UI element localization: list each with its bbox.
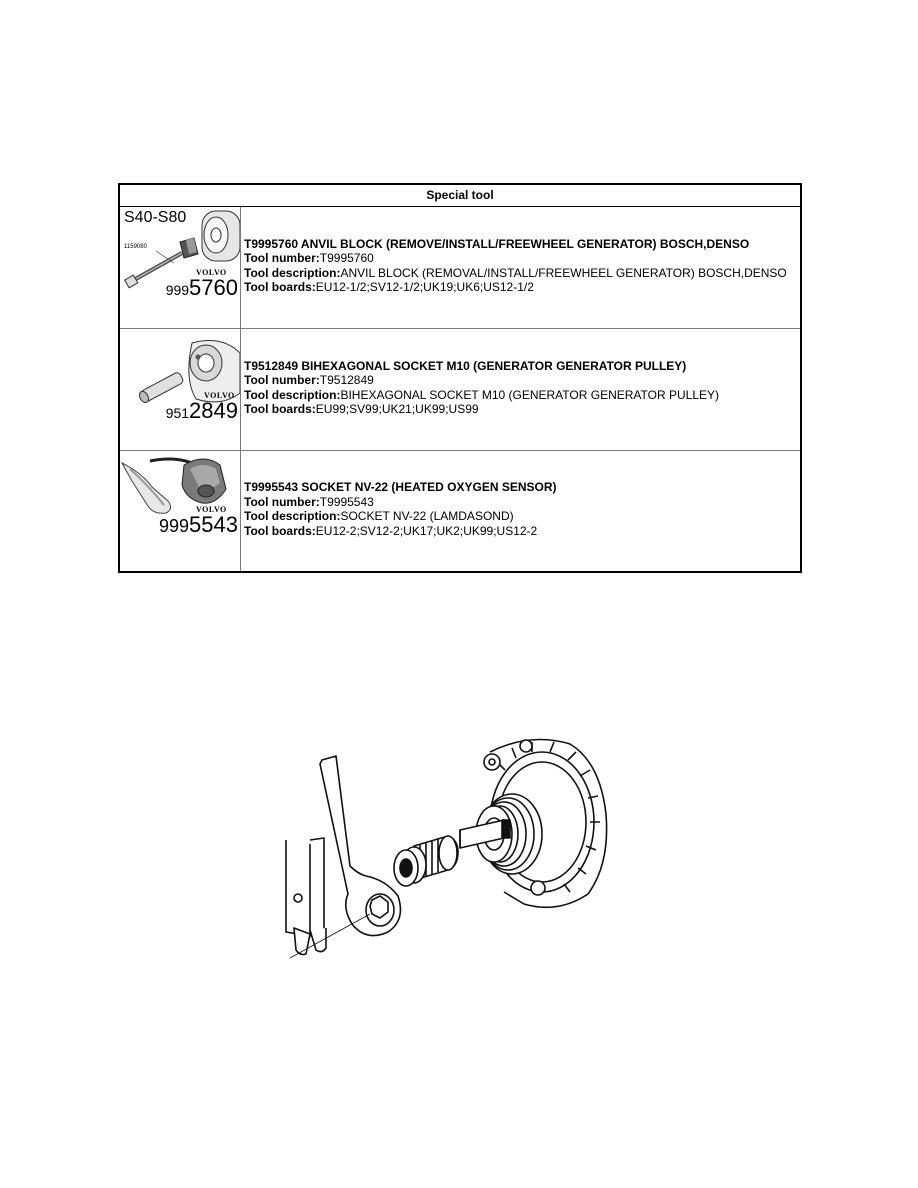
table-header: Special tool: [120, 185, 800, 207]
bihexagonal-socket-drawing: [120, 329, 240, 449]
tool-description-line: Tool description:ANVIL BLOCK (REMOVAL/INSTALL/FREEWHEEL GENERATOR) BOSCH,DENSO: [244, 265, 787, 280]
tool-image-anvil-block: [120, 207, 241, 328]
anvil-block-drawing: [120, 207, 240, 327]
tool-image-bihexagonal-socket: [120, 329, 241, 450]
tool-details: [241, 329, 719, 450]
tool-title: T9995543 SOCKET NV-22 (HEATED OXYGEN SENSOR): [244, 480, 557, 494]
volvo-logo: VOLVO: [196, 505, 227, 514]
tool-image-socket-nv22: [120, 451, 241, 571]
tool-title: T9512849 BIHEXAGONAL SOCKET M10 (GENERATOR GENERATOR PULLEY): [244, 358, 687, 373]
volvo-logo: VOLVO: [196, 268, 227, 277]
tool-row: [120, 207, 800, 329]
tool-details: [241, 207, 787, 328]
volvo-logo: VOLVO: [204, 391, 235, 400]
tool-number-line: Tool number:T9995543: [244, 494, 374, 509]
generator-pulley-illustration: [280, 722, 610, 962]
tool-boards-line: Tool boards:EU99;SV99;UK21;UK99;US99: [244, 402, 479, 416]
tool-title: T9995760 ANVIL BLOCK (REMOVE/INSTALL/FREEWHEEL GENERATOR) BOSCH,DENSO: [244, 236, 750, 251]
tool-number-line: Tool number:T9512849: [244, 373, 374, 387]
tool-row: [120, 451, 800, 571]
small-part-number: 1159080: [124, 244, 147, 250]
tool-boards-line: Tool boards:EU12-1/2;SV12-1/2;UK19;UK6;US12-1/2: [244, 280, 534, 294]
tool-boards-line: Tool boards:EU12-2;SV12-2;UK17;UK2;UK99;US12-2: [244, 523, 538, 538]
part-number: 9995760: [165, 275, 238, 300]
model-label: S40-S80: [124, 209, 187, 226]
tool-description-line: Tool description:BIHEXAGONAL SOCKET M10 (GENERATOR GENERATOR PULLEY): [244, 387, 719, 402]
tool-details: [241, 451, 557, 571]
tool-row: [120, 329, 800, 451]
part-number: 9995543: [159, 512, 238, 537]
tool-number-line: Tool number:T9995760: [244, 251, 374, 265]
tool-description-line: Tool description:SOCKET NV-22 (LAMDASOND): [244, 509, 514, 523]
special-tool-table: [118, 183, 802, 573]
part-number: 9512849: [165, 398, 238, 423]
